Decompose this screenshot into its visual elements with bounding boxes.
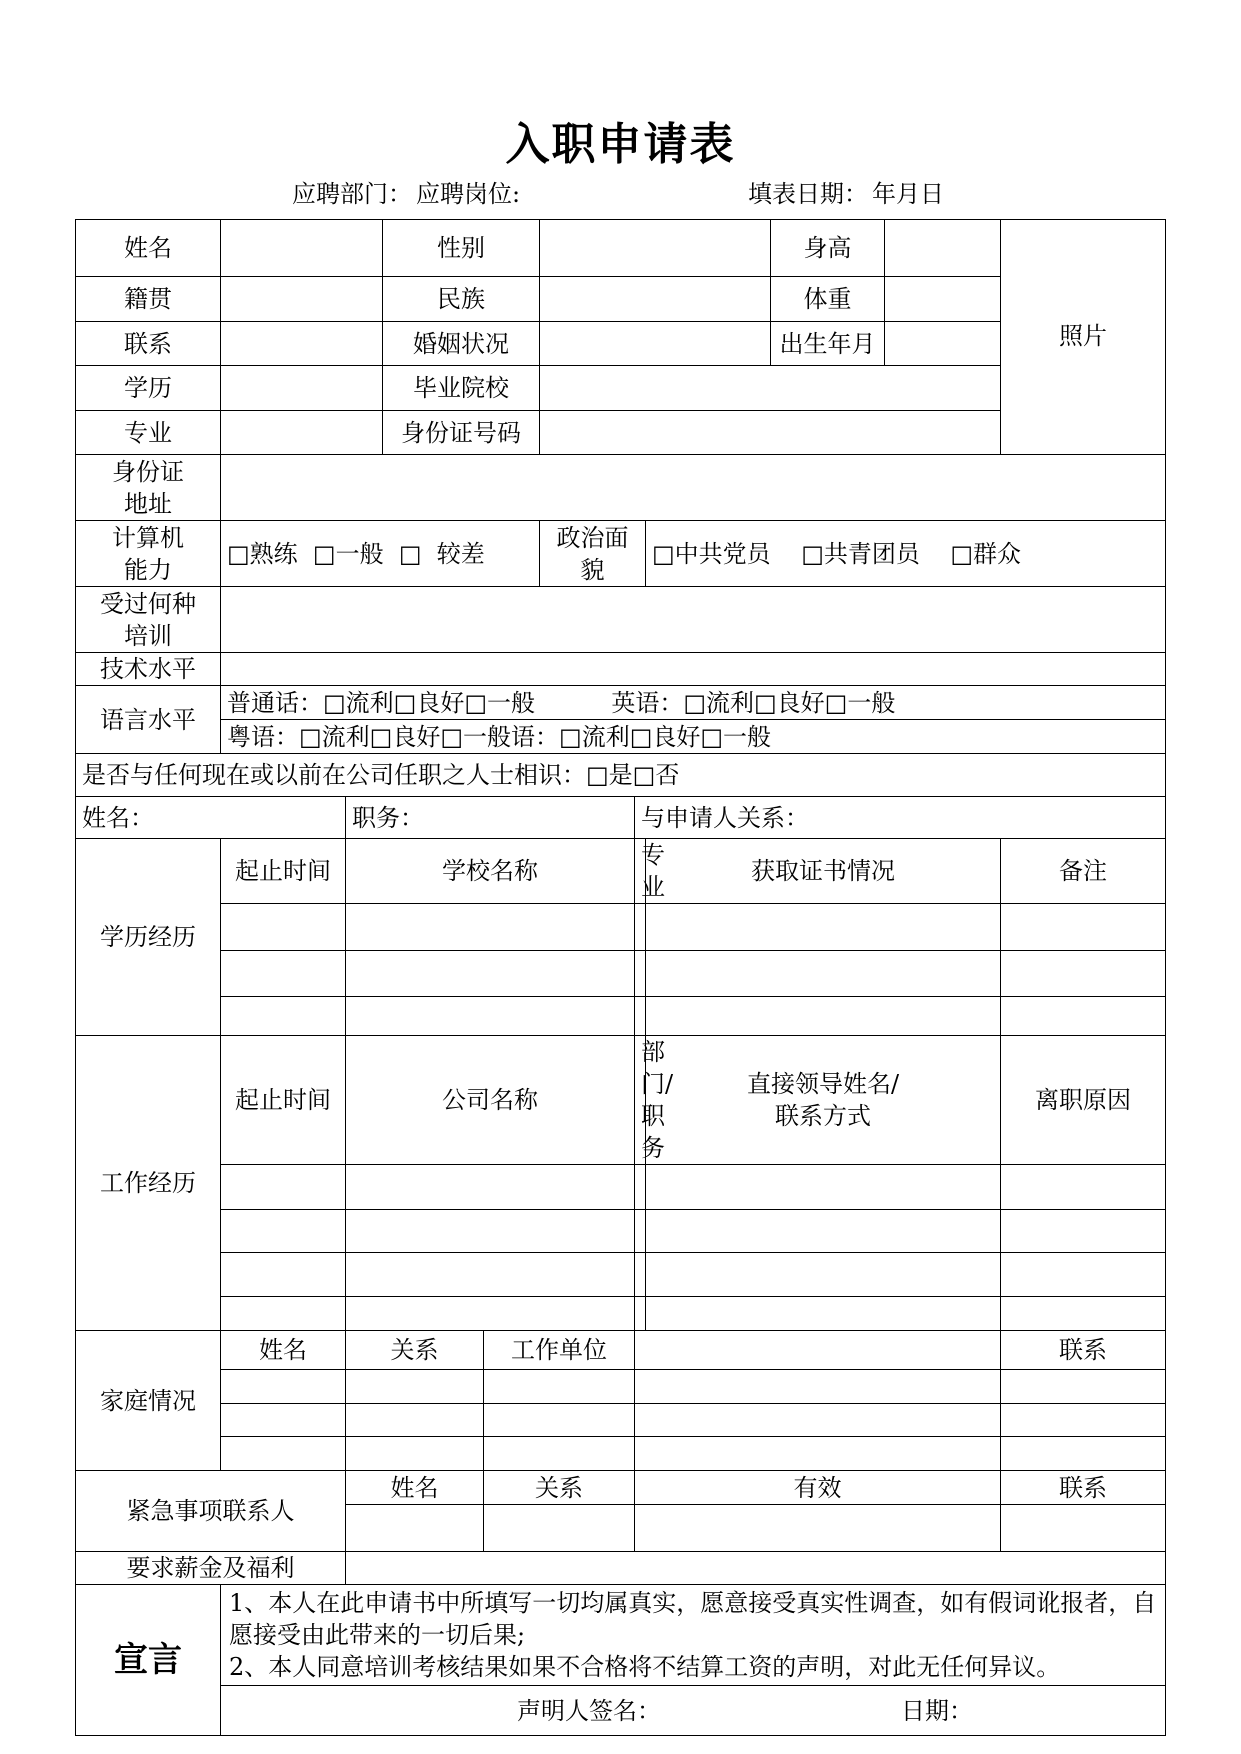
school-label: 毕业院校 <box>383 366 540 411</box>
work-cell[interactable] <box>646 1210 1001 1253</box>
family-cell[interactable] <box>484 1404 635 1437</box>
family-cell[interactable] <box>484 1437 635 1471</box>
application-form-table <box>75 219 1166 1736</box>
family-header-contact: 联系 <box>1001 1331 1166 1370</box>
declaration-label: 宣言 <box>76 1585 221 1736</box>
work-cell[interactable] <box>635 1210 646 1253</box>
edu-row <box>76 997 1166 1036</box>
birth-label: 出生年月 <box>771 322 885 366</box>
native-label: 籍贯 <box>76 277 221 322</box>
training-label: 受过何种 培训 <box>76 587 221 653</box>
contact-label: 联系 <box>76 322 221 366</box>
id-number-label: 身份证号码 <box>383 411 540 455</box>
political-label: 政治面貌 <box>540 521 646 587</box>
language-row-1[interactable]: 普通话：□流利□良好□一般 英语：□流利□良好□一般 <box>221 686 1166 720</box>
family-cell[interactable] <box>1001 1370 1166 1404</box>
training-field[interactable] <box>221 587 1166 653</box>
emergency-cell[interactable] <box>635 1505 1001 1552</box>
family-row <box>76 1437 1166 1471</box>
header-date <box>748 174 948 209</box>
edu-cell[interactable] <box>1001 951 1166 997</box>
emergency-header-name: 姓名 <box>346 1471 484 1505</box>
contact-field[interactable] <box>221 322 383 366</box>
family-cell[interactable] <box>346 1437 484 1471</box>
signature-row <box>221 1686 1166 1736</box>
acquaint-relation[interactable]: 与申请人关系： <box>635 797 1166 839</box>
gender-label: 性别 <box>383 220 540 277</box>
family-cell[interactable] <box>635 1437 1001 1471</box>
emergency-cell[interactable] <box>1001 1505 1166 1552</box>
name-label: 姓名 <box>76 220 221 277</box>
work-cell[interactable] <box>1001 1165 1166 1210</box>
header-dept-position <box>292 174 524 209</box>
work-cell[interactable] <box>635 1253 646 1297</box>
work-header-leader: 直接领导姓名/ 联系方式 <box>646 1036 1001 1165</box>
edu-header-remark: 备注 <box>1001 839 1166 904</box>
edu-cell[interactable] <box>635 951 646 997</box>
gender-field[interactable] <box>540 220 771 277</box>
height-label: 身高 <box>771 220 885 277</box>
work-row <box>76 1165 1166 1210</box>
work-cell[interactable] <box>221 1210 346 1253</box>
family-cell[interactable] <box>635 1370 1001 1404</box>
edu-cell[interactable] <box>221 997 346 1036</box>
work-cell[interactable] <box>221 1297 346 1331</box>
declaration-line-1: 1、本人在此申请书中所填写一切均属真实，愿意接受真实性调查，如有假词讹报者，自愿接受由此带来的一切后果; <box>229 1589 1157 1649</box>
edu-cell[interactable] <box>221 904 346 951</box>
work-cell[interactable] <box>346 1297 635 1331</box>
edu-cell[interactable] <box>346 997 635 1036</box>
edu-cell[interactable] <box>1001 904 1166 951</box>
emergency-cell[interactable] <box>346 1505 484 1552</box>
marital-field[interactable] <box>540 322 771 366</box>
family-cell[interactable] <box>484 1370 635 1404</box>
marital-label: 婚姻状况 <box>383 322 540 366</box>
work-row <box>76 1253 1166 1297</box>
id-address-field[interactable] <box>221 455 1166 521</box>
work-cell[interactable] <box>635 1165 646 1210</box>
edu-row <box>76 904 1166 951</box>
family-cell[interactable] <box>1001 1437 1166 1471</box>
edu-header-school: 学校名称 <box>346 839 635 904</box>
salary-label: 要求薪金及福利 <box>76 1552 346 1585</box>
form-title: 入职申请表 <box>505 119 736 170</box>
family-cell[interactable] <box>221 1370 346 1404</box>
family-cell[interactable] <box>346 1404 484 1437</box>
birth-field[interactable] <box>885 322 1001 366</box>
declaration-text <box>221 1585 1166 1686</box>
ethnic-field[interactable] <box>540 277 771 322</box>
declaration-line-2: 2、本人同意培训考核结果如果不合格将不结算工资的声明，对此无任何异议。 <box>229 1653 1061 1681</box>
sign-date-label[interactable]: 日期： <box>901 1696 973 1725</box>
edu-header-major: 专业 <box>635 839 646 904</box>
emergency-header-relation: 关系 <box>484 1471 635 1505</box>
edu-cell[interactable] <box>221 951 346 997</box>
edu-cell[interactable] <box>635 997 646 1036</box>
work-cell[interactable] <box>635 1297 646 1331</box>
edu-cell[interactable] <box>646 904 1001 951</box>
work-cell[interactable] <box>221 1253 346 1297</box>
acquaint-question[interactable]: 是否与任何现在或以前在公司任职之人士相识：□是□否 <box>76 754 1166 797</box>
work-header-period: 起止时间 <box>221 1036 346 1165</box>
salary-field[interactable] <box>346 1552 1166 1585</box>
family-header-blank <box>635 1331 1001 1370</box>
computer-options[interactable]: □熟练 □一般 □ 较差 <box>221 521 540 587</box>
work-cell[interactable] <box>346 1210 635 1253</box>
work-row <box>76 1210 1166 1253</box>
work-header-reason: 离职原因 <box>1001 1036 1166 1165</box>
id-address-label: 身份证 地址 <box>76 455 221 521</box>
work-cell[interactable] <box>646 1253 1001 1297</box>
emergency-header-valid: 有效 <box>635 1471 1001 1505</box>
id-number-field[interactable] <box>540 411 1001 455</box>
height-field[interactable] <box>885 220 1001 277</box>
ethnic-label: 民族 <box>383 277 540 322</box>
family-label: 家庭情况 <box>76 1331 221 1471</box>
edu-cell[interactable] <box>635 904 646 951</box>
language-label: 语言水平 <box>76 686 221 754</box>
major-label: 专业 <box>76 411 221 455</box>
edu-row <box>76 951 1166 997</box>
work-cell[interactable] <box>646 1165 1001 1210</box>
date-value: 年月日 <box>872 180 944 208</box>
position-label: 应聘岗位: <box>416 180 521 208</box>
family-header-employer: 工作单位 <box>484 1331 635 1370</box>
edu-header-certificate: 获取证书情况 <box>646 839 1001 904</box>
political-options[interactable]: □中共党员 □共青团员 □群众 <box>646 521 1166 587</box>
work-row <box>76 1297 1166 1331</box>
family-header-relation: 关系 <box>346 1331 484 1370</box>
work-cell[interactable] <box>346 1165 635 1210</box>
work-history-label: 工作经历 <box>76 1036 221 1331</box>
weight-label: 体重 <box>771 277 885 322</box>
education-field[interactable] <box>221 366 383 411</box>
date-label: 填表日期： <box>748 180 868 208</box>
emergency-header-contact: 联系 <box>1001 1471 1166 1505</box>
emergency-cell[interactable] <box>484 1505 635 1552</box>
family-row <box>76 1404 1166 1437</box>
school-field[interactable] <box>540 366 1001 411</box>
family-row <box>76 1370 1166 1404</box>
language-row-2[interactable]: 粤语：□流利□良好□一般语：□流利□良好□一般 <box>221 720 1166 754</box>
photo-box[interactable]: 照片 <box>1001 220 1166 455</box>
work-cell[interactable] <box>1001 1210 1166 1253</box>
dept-label: 应聘部门： <box>292 180 412 208</box>
family-cell[interactable] <box>221 1437 346 1471</box>
family-cell[interactable] <box>1001 1404 1166 1437</box>
skill-field[interactable] <box>221 653 1166 686</box>
work-cell[interactable] <box>1001 1297 1166 1331</box>
name-field[interactable] <box>221 220 383 277</box>
acquaint-duty[interactable]: 职务： <box>346 797 635 839</box>
edu-cell[interactable] <box>346 951 635 997</box>
edu-cell[interactable] <box>1001 997 1166 1036</box>
work-cell[interactable] <box>1001 1253 1166 1297</box>
edu-cell[interactable] <box>346 904 635 951</box>
signer-label[interactable]: 声明人签名： <box>517 1696 661 1725</box>
edu-header-period: 起止时间 <box>221 839 346 904</box>
education-label: 学历 <box>76 366 221 411</box>
family-header-name: 姓名 <box>221 1331 346 1370</box>
major-field[interactable] <box>221 411 383 455</box>
edu-cell[interactable] <box>646 997 1001 1036</box>
work-cell[interactable] <box>646 1297 1001 1331</box>
family-cell[interactable] <box>221 1404 346 1437</box>
work-header-dept: 部门/ 职务 <box>635 1036 646 1165</box>
computer-label: 计算机 能力 <box>76 521 221 587</box>
family-cell[interactable] <box>346 1370 484 1404</box>
work-header-company: 公司名称 <box>346 1036 635 1165</box>
family-cell[interactable] <box>635 1404 1001 1437</box>
acquaint-name[interactable]: 姓名： <box>76 797 346 839</box>
skill-label: 技术水平 <box>76 653 221 686</box>
weight-field[interactable] <box>885 277 1001 322</box>
emergency-label: 紧急事项联系人 <box>76 1471 346 1552</box>
native-field[interactable] <box>221 277 383 322</box>
work-cell[interactable] <box>221 1165 346 1210</box>
work-cell[interactable] <box>346 1253 635 1297</box>
edu-cell[interactable] <box>646 951 1001 997</box>
edu-history-label: 学历经历 <box>76 839 221 1036</box>
